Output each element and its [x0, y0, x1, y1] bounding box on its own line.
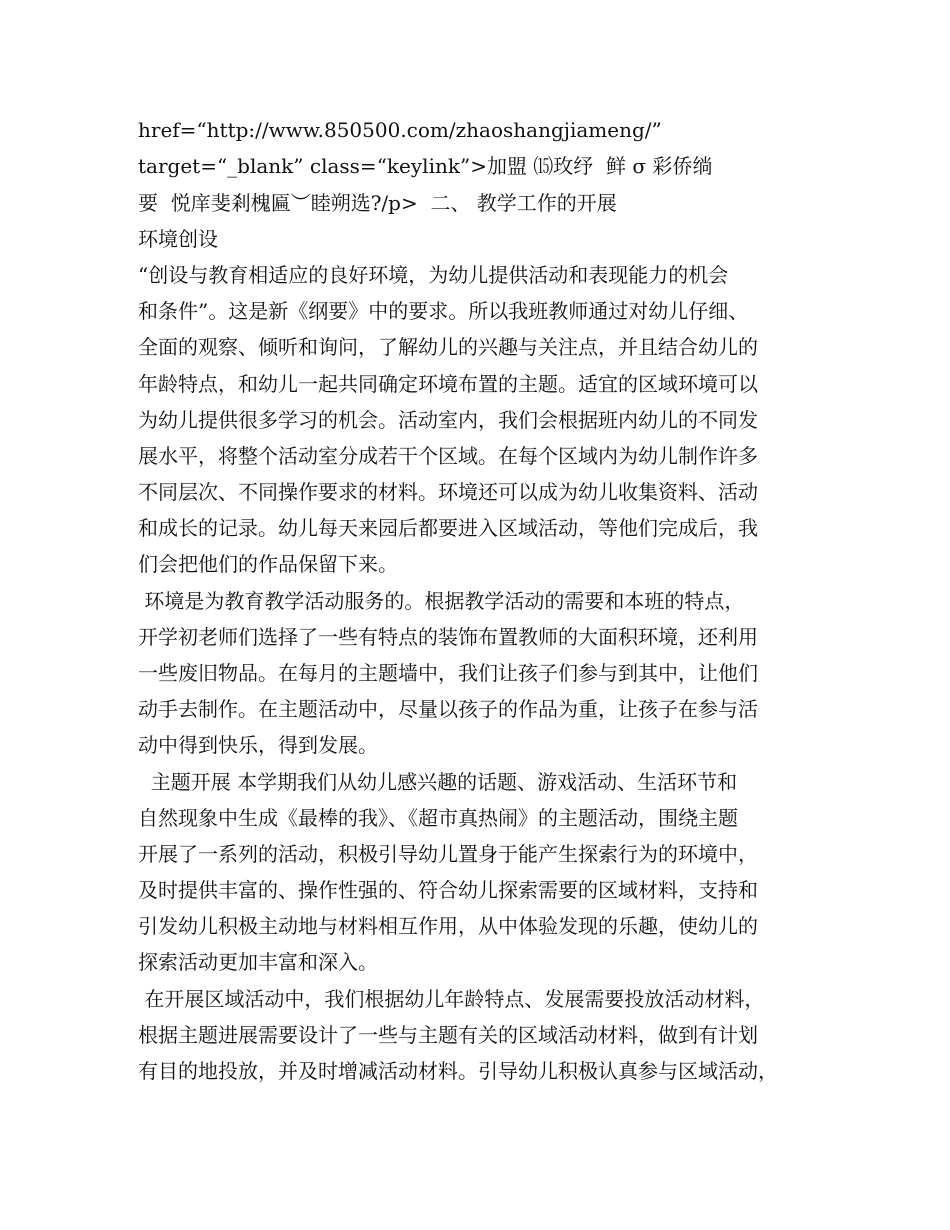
text-line: 环境是为教育教学活动服务的。根据教学活动的需要和本班的特点，: [138, 589, 745, 613]
text-line: 探索活动更加丰富和深入。: [138, 950, 378, 974]
text-line: target=“_blank” class=“keylink”>加盟 ⒂玫纾 鲜 σ 彩侨绱: [138, 154, 713, 178]
text-line: 根据主题进展需要设计了一些与主题有关的区域活动材料，做到有计划: [138, 1023, 758, 1047]
text-line: 主题开展 本学期我们从幼儿感兴趣的话题、游戏活动、生活环节和: [138, 770, 738, 794]
section-heading: 环境创设: [138, 227, 218, 251]
text-line: 为幼儿提供很多学习的机会。活动室内，我们会根据班内幼儿的不同发: [138, 408, 758, 432]
text-line: 有目的地投放，并及时增减活动材料。引导幼儿积极认真参与区域活动，: [138, 1059, 778, 1083]
text-line: 及时提供丰富的、操作性强的、符合幼儿探索需要的区域材料，支持和: [138, 878, 758, 902]
text-line: 开学初老师们选择了一些有特点的装饰布置教师的大面积环境，还利用: [138, 625, 758, 649]
text-line: 动中得到快乐，得到发展。: [138, 733, 378, 757]
text-line: 和成长的记录。幼儿每天来园后都要进入区域活动，等他们完成后，我: [138, 516, 758, 540]
text-line: 展水平，将整个活动室分成若干个区域。在每个区域内为幼儿制作许多: [138, 444, 758, 468]
text-line: 自然现象中生成《最棒的我》、《超市真热闹》的主题活动，围绕主题: [138, 806, 738, 830]
text-line: 和条件”。这是新《纲要》中的要求。所以我班教师通过对幼儿仔细、: [138, 299, 749, 323]
text-line: 开展了一系列的活动，积极引导幼儿置身于能产生探索行为的环境中，: [138, 842, 758, 866]
text-line: 引发幼儿积极主动地与材料相互作用，从中体验发现的乐趣，使幼儿的: [138, 914, 758, 938]
text-line: 要 悦庠斐剎槐匾︶睦朔选?/p> 二、 教学工作的开展: [138, 191, 617, 215]
text-line: 在开展区域活动中，我们根据幼儿年龄特点、发展需要投放活动材料，: [138, 987, 765, 1011]
text-line: 动手去制作。在主题活动中，尽量以孩子的作品为重，让孩子在参与活: [138, 697, 758, 721]
text-line: 不同层次、不同操作要求的材料。环境还可以成为幼儿收集资料、活动: [138, 480, 758, 504]
text-line: 们会把他们的作品保留下来。: [138, 552, 398, 576]
text-line: href=“http://www.850500.com/zhaoshangjiameng/”: [138, 118, 662, 142]
text-line: 全面的观察、倾听和询问，了解幼儿的兴趣与关注点，并且结合幼儿的: [138, 335, 758, 359]
text-line: 年龄特点，和幼儿一起共同确定环境布置的主题。适宜的区域环境可以: [138, 372, 758, 396]
text-line: 一些废旧物品。在每月的主题墙中，我们让孩子们参与到其中，让他们: [138, 661, 758, 685]
text-line: “创设与教育相适应的良好环境，为幼儿提供活动和表现能力的机会: [138, 263, 729, 287]
